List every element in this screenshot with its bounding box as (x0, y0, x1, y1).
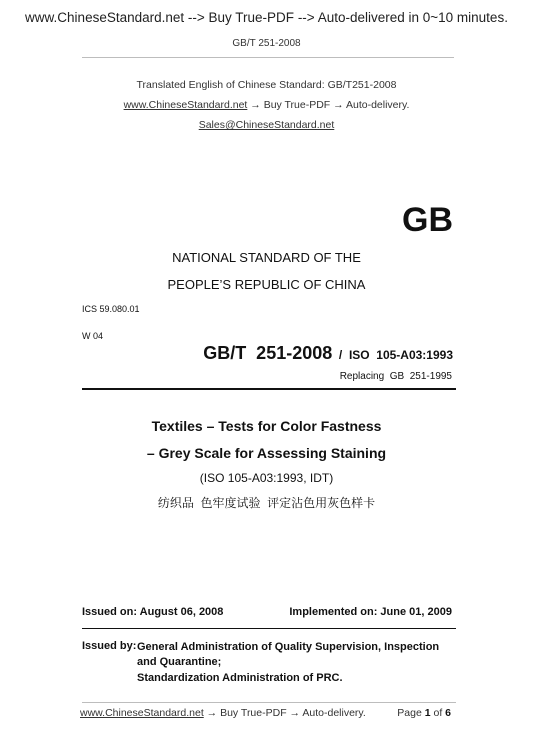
replacing-note: Replacing GB 251-1995 (339, 371, 452, 382)
header-divider (82, 57, 454, 58)
gb-number: GB/T 251-2008 (203, 343, 333, 363)
ics-code: ICS 59.080.01 (82, 304, 140, 314)
banner-delivery-text: Auto-delivered in 0~10 minutes. (317, 10, 508, 25)
chinese-title: 纺织品 色牢度试验 评定沾色用灰色样卡 (157, 496, 376, 510)
national-standard-line1: NATIONAL STANDARD OF THE (172, 250, 361, 265)
dates-divider (82, 628, 456, 629)
national-standard-line2: PEOPLE’S REPUBLIC OF CHINA (167, 277, 366, 292)
title-line2: – Grey Scale for Assessing Staining (146, 445, 387, 461)
page-total: 6 (445, 707, 451, 719)
banner-site-link[interactable]: www.ChineseStandard.net (25, 10, 185, 25)
banner-arrow: --> (184, 10, 209, 25)
promo-line (0, 99, 533, 111)
page-current: 1 (424, 707, 431, 719)
banner-buy-link[interactable]: Buy True-PDF (208, 10, 295, 25)
translation-note: Translated English of Chinese Standard: GB/T251-2008 (136, 79, 397, 91)
gb-logo: GB (402, 201, 453, 239)
footer-promo (80, 707, 366, 719)
page-label: Page (397, 707, 425, 719)
banner-arrow: --> (294, 10, 318, 25)
title-line1: Textiles – Tests for Color Fastness (151, 418, 382, 434)
separator: / (332, 348, 349, 362)
footer-divider (82, 702, 456, 703)
footer-buy-link[interactable]: Buy True-PDF (220, 707, 287, 719)
sales-email-link[interactable]: Sales@ChineseStandard.net (198, 119, 335, 131)
arrow-icon: → (203, 707, 221, 719)
arrow-icon: → (330, 99, 346, 111)
footer-auto-text: Auto-delivery. (302, 707, 366, 719)
iso-number: ISO 105-A03:1993 (348, 348, 453, 362)
w-code: W 04 (82, 331, 104, 341)
issuer-line2: Standardization Administration of PRC. (137, 672, 343, 684)
standard-number (203, 343, 453, 364)
footer-site-link[interactable]: www.ChineseStandard.net (80, 707, 204, 719)
header-doc-id: GB/T 251-2008 (232, 38, 301, 49)
page-indicator (397, 707, 451, 719)
arrow-icon: → (286, 707, 303, 719)
standard-divider (82, 388, 456, 390)
top-promo-banner (0, 10, 533, 25)
issued-by-label: Issued by: (82, 640, 137, 652)
issuer-line1: General Administration of Quality Supervision, Inspection and Quarantine; (137, 641, 440, 668)
promo-site-link[interactable]: www.ChineseStandard.net (123, 99, 248, 111)
iso-reference: (ISO 105-A03:1993, IDT) (199, 471, 334, 485)
issued-on-date: Issued on: August 06, 2008 (82, 606, 224, 618)
arrow-icon: → (247, 99, 264, 111)
promo-buy-link[interactable]: Buy True-PDF (263, 99, 331, 111)
page-of: of (430, 707, 446, 719)
implemented-on-date: Implemented on: June 01, 2009 (289, 606, 452, 618)
promo-auto-text: Auto-delivery. (345, 99, 410, 111)
